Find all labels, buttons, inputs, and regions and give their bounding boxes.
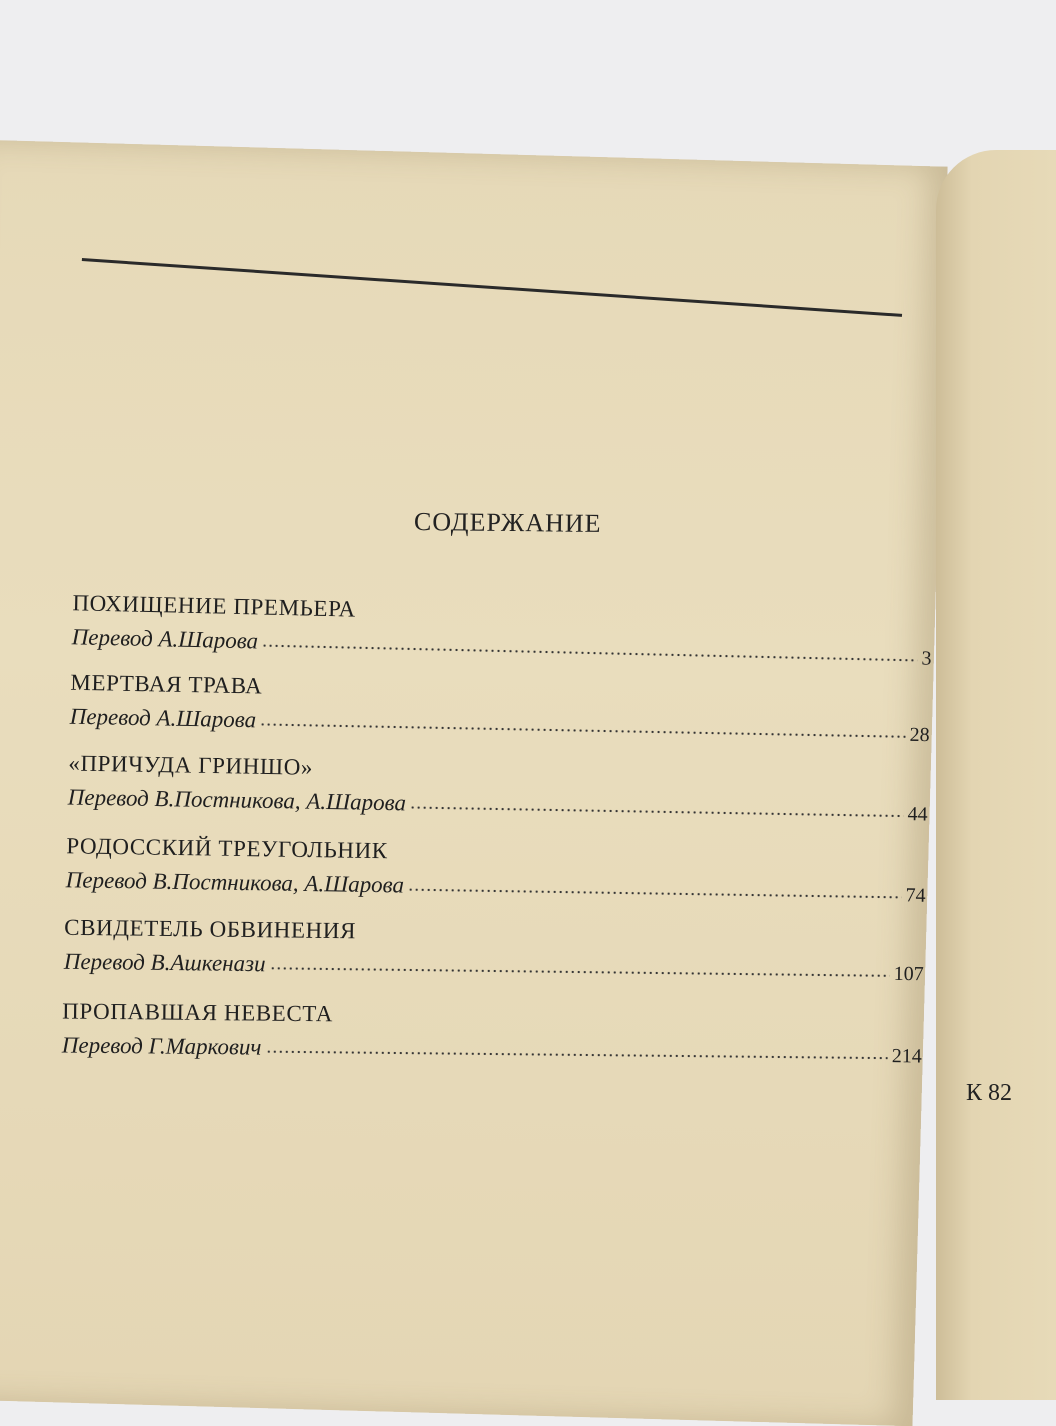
toc-entry-translator: Перевод А.Шарова	[69, 703, 257, 733]
dot-leader	[408, 887, 902, 901]
toc-entry-title: МЕРТВАЯ ТРАВА	[70, 669, 263, 699]
toc-entry-title: «ПРИЧУДА ГРИНШО»	[68, 750, 314, 780]
dot-leader	[265, 1049, 887, 1062]
toc-entry-page: 44	[907, 803, 928, 826]
toc-entry-translator: Перевод В.Постникова, А.Шарова	[65, 867, 405, 898]
dot-leader	[270, 965, 890, 979]
toc-entry-translator: Перевод А.Шарова	[71, 624, 259, 654]
toc-entry-translator: Перевод Г.Маркович	[61, 1032, 262, 1060]
toc-entry-page: 3	[921, 647, 932, 670]
contents-heading: СОДЕРЖАНИЕ	[413, 507, 602, 538]
toc-entry-page: 28	[909, 723, 930, 747]
toc-entry-title: ПРОПАВШАЯ НЕВЕСТА	[62, 998, 334, 1027]
toc-entry-page: 214	[891, 1045, 922, 1068]
toc-entry	[66, 831, 927, 909]
toc-entry	[64, 913, 925, 988]
toc-entry-title: РОДОССКИЙ ТРЕУГОЛЬНИК	[66, 833, 388, 864]
toc-entry-translator: Перевод В.Ашкенази	[63, 948, 266, 977]
adjacent-page	[936, 150, 1056, 1400]
toc-entry-title: СВИДЕТЕЛЬ ОБВИНЕНИЯ	[64, 914, 357, 944]
dot-leader	[260, 721, 906, 739]
toc-entry-page: 107	[893, 962, 924, 986]
adjacent-page-text: К 82	[966, 1080, 1013, 1106]
toc-entry-page: 74	[905, 884, 926, 907]
dot-leader	[410, 804, 904, 819]
toc-entry-translator: Перевод В.Постникова, А.Шарова	[67, 784, 407, 816]
toc-entry	[62, 996, 923, 1069]
toc-entry-title: ПОХИЩЕНИЕ ПРЕМЬЕРА	[72, 590, 357, 622]
